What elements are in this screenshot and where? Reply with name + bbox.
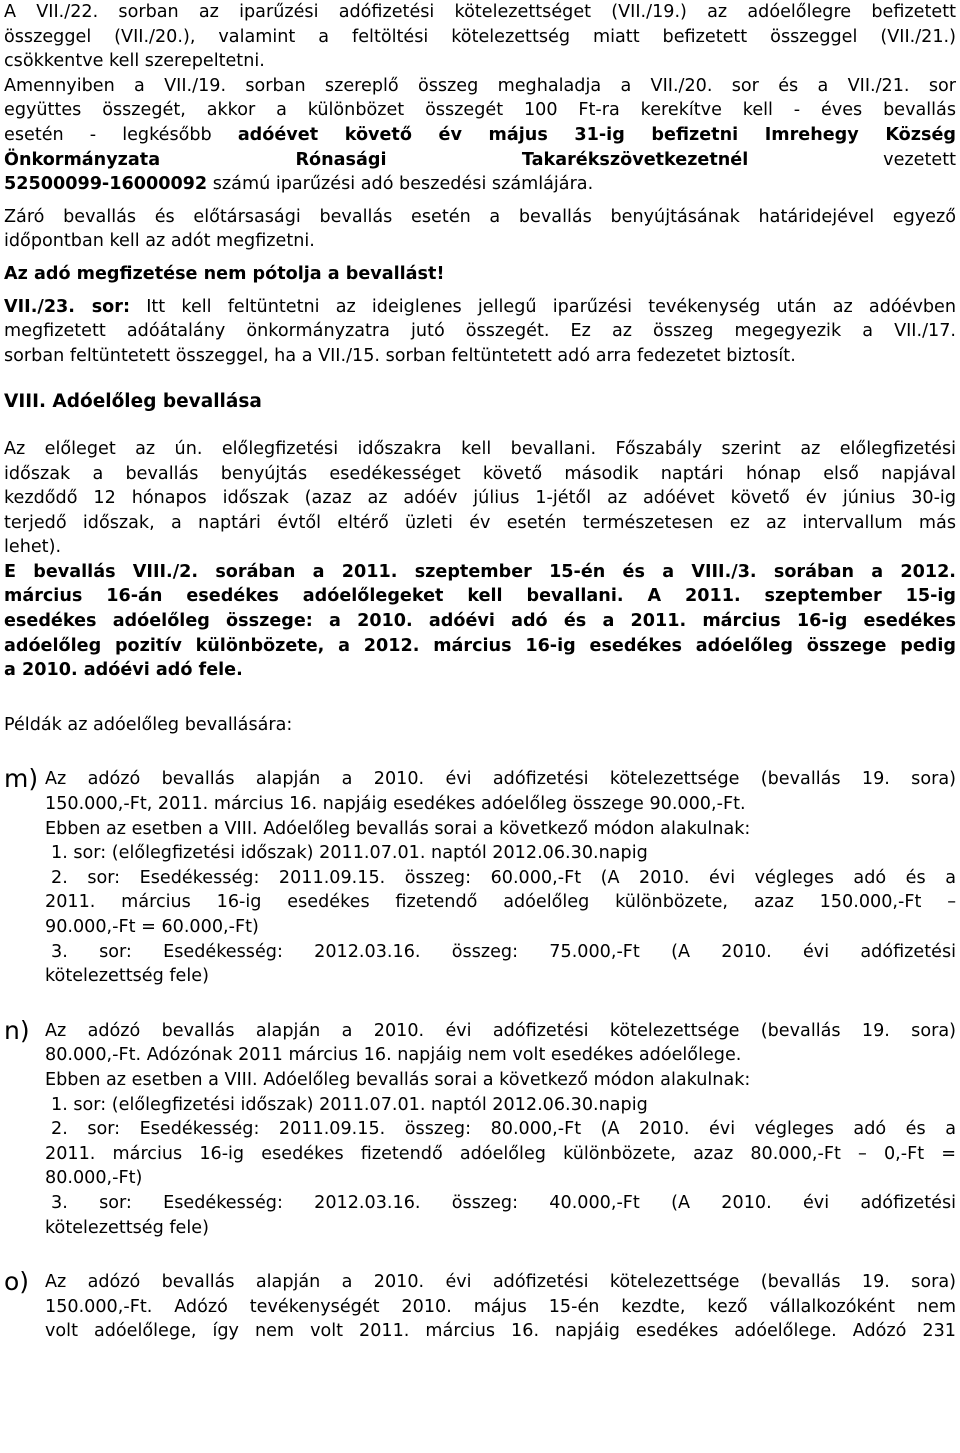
closing-line: időpontban kell az adót megfizetni. <box>4 231 315 252</box>
section8-line: kezdődő 12 hónapos időszak (azaz az adóév július 1-jétől az adóévet követő év június 30-ig <box>4 488 956 509</box>
example-line: 150.000,-Ft, 2011. március 16. napjáig esedékes adóelőleg összege 90.000,-Ft. <box>45 794 746 815</box>
example-line: 2. sor: Esedékesség: 2011.09.15. összeg: 60.000,-Ft (A 2010. évi végleges adó és a <box>51 867 956 888</box>
intro-line: csökkentve kell szerepeltetni. <box>4 51 265 72</box>
intro-line: Amennyiben a VII./19. sorban szereplő összeg meghaladja a VII./20. sor és a VII./21. sor <box>4 75 956 96</box>
example-item-n <box>4 1015 956 1240</box>
example-line: 80.000,-Ft) <box>45 1168 143 1189</box>
closing-line: Záró bevallás és előtársasági bevallás esetén a bevallás benyújtásának határidejével egyező <box>4 206 956 227</box>
section-heading: VIII. Adóelőleg bevallása <box>4 391 262 413</box>
example-line: Az adózó bevallás alapján a 2010. évi adófizetési kötelezettsége (bevallás 19. sora) <box>45 769 956 790</box>
example-item-m <box>4 764 956 988</box>
example-line: 3. sor: Esedékesség: 2012.03.16. összeg: 40.000,-Ft (A 2010. évi adófizetési <box>51 1192 956 1213</box>
item-marker: n) <box>4 1015 30 1045</box>
notice-text: Az adó megfizetése nem pótolja a bevallást! <box>4 263 445 284</box>
example-line: Ebben az esetben a VIII. Adóelőleg bevallás sorai a következő módon alakulnak: <box>45 1069 751 1090</box>
intro-line: összeggel (VII./20.), valamint a feltöltési kötelezettség miatt befizetett összeggel (VII./21.) <box>4 26 956 47</box>
account-number: 52500099-16000092 <box>4 174 208 195</box>
example-line: Az adózó bevallás alapján a 2010. évi adófizetési kötelezettsége (bevallás 19. sora) <box>45 1020 956 1041</box>
row23-label: VII./23. sor: <box>4 296 130 317</box>
bank-name: Önkormányzata Rónasági Takarékszövetkezetnél <box>4 149 749 170</box>
example-line: 2011. március 16-ig esedékes fizetendő adóelőleg különbözete, azaz 150.000,-Ft – <box>45 892 956 913</box>
example-line: 90.000,-Ft = 60.000,-Ft) <box>45 917 259 937</box>
document-page <box>4 0 956 1344</box>
example-line: 80.000,-Ft. Adózónak 2011 március 16. napjáig nem volt esedékes adóelőlege. <box>45 1045 742 1066</box>
example-line: 2011. március 16-ig esedékes fizetendő adóelőleg különbözete, azaz 80.000,-Ft – 0,-Ft = <box>45 1143 956 1164</box>
closing-paragraph <box>4 205 956 254</box>
intro-line: együttes összegét, akkor a különbözet összegét 100 Ft-ra kerekítve kell - éves bevallás <box>4 100 956 121</box>
section8-bold-line: E bevallás VIII./2. sorában a 2011. szeptember 15-én és a VIII./3. sorában a 2012. <box>4 561 956 582</box>
deadline-text: adóévet követő év május 31-ig befizetni Imrehegy Község <box>237 124 956 145</box>
example-line: 3. sor: Esedékesség: 2012.03.16. összeg: 75.000,-Ft (A 2010. évi adófizetési <box>51 941 956 962</box>
section8-line: Az előleget az ún. előlegfizetési időszakra kell bevallani. Főszabály szerint az előlegfizetési <box>4 438 956 459</box>
item-marker: m) <box>4 764 39 794</box>
intro-line: A VII./22. sorban az iparűzési adófizetési kötelezettséget (VII./19.) az adóelőlegre befizetett <box>4 2 956 22</box>
example-line: kötelezettség fele) <box>45 966 209 987</box>
example-line: kötelezettség fele) <box>45 1217 209 1238</box>
example-line: 150.000,-Ft. Adózó tevékenységét 2010. május 15-én kezdte, kező vállalkozóként nem <box>45 1296 956 1317</box>
section8-bold-line: a 2010. adóévi adó fele. <box>4 660 243 681</box>
section8-bold-line: március 16-án esedékes adóelőlegeket kell bevallani. A 2011. szeptember 15-ig <box>4 586 956 607</box>
example-line: 1. sor: (előlegfizetési időszak) 2011.07.01. naptól 2012.06.30.napig <box>51 1094 648 1115</box>
item-marker: o) <box>4 1267 30 1297</box>
example-line: 2. sor: Esedékesség: 2011.09.15. összeg: 80.000,-Ft (A 2010. évi végleges adó és a <box>51 1119 956 1140</box>
section8-line: lehet). <box>4 537 62 558</box>
row23-paragraph <box>4 295 956 369</box>
row23-line: Itt kell feltüntetni az ideiglenes jellegű iparűzési tevékenység után az adóévben <box>130 296 956 317</box>
row23-line: megfizetett adóátalány önkormányzatra jutó összegét. Ez az összeg megegyezik a VII./17. <box>4 321 956 342</box>
intro-paragraph <box>4 0 956 197</box>
section8-line: terjedő időszak, a naptári évtől eltérő üzleti év esetén természetesen ez az intervallum más <box>4 512 956 533</box>
section8-bold-line: adóelőleg pozitív különbözete, a 2012. március 16-ig esedékes adóelőleg összege pedig <box>4 635 956 656</box>
examples-title: Példák az adóelőleg bevallására: <box>4 714 293 735</box>
example-line: Ebben az esetben a VIII. Adóelőleg bevallás sorai a következő módon alakulnak: <box>45 818 751 839</box>
section8-line: időszak a bevallás benyújtás esedékességet követő második naptári hónap első napjával <box>4 463 956 484</box>
section8-paragraph <box>4 437 956 683</box>
example-line: volt adóelőlege, így nem volt 2011. március 16. napjáig esedékes adóelőlege. Adózó 231 <box>45 1321 956 1342</box>
row23-line: sorban feltüntetett összeggel, ha a VII./15. sorban feltüntetett adó arra fedezetet biztosít. <box>4 345 796 366</box>
intro-line: számú iparűzési adó beszedési számlájára. <box>207 174 594 195</box>
intro-line: vezetett <box>883 149 956 170</box>
example-line: 1. sor: (előlegfizetési időszak) 2011.07.01. naptól 2012.06.30.napig <box>51 843 648 864</box>
example-line: Az adózó bevallás alapján a 2010. évi adófizetési kötelezettsége (bevallás 19. sora) <box>45 1272 956 1293</box>
intro-line: esetén - legkésőbb <box>4 124 238 145</box>
section8-bold-line: esedékes adóelőleg összege: a 2010. adóévi adó és a 2011. március 16-ig esedékes <box>4 611 956 632</box>
example-item-o <box>4 1267 956 1344</box>
